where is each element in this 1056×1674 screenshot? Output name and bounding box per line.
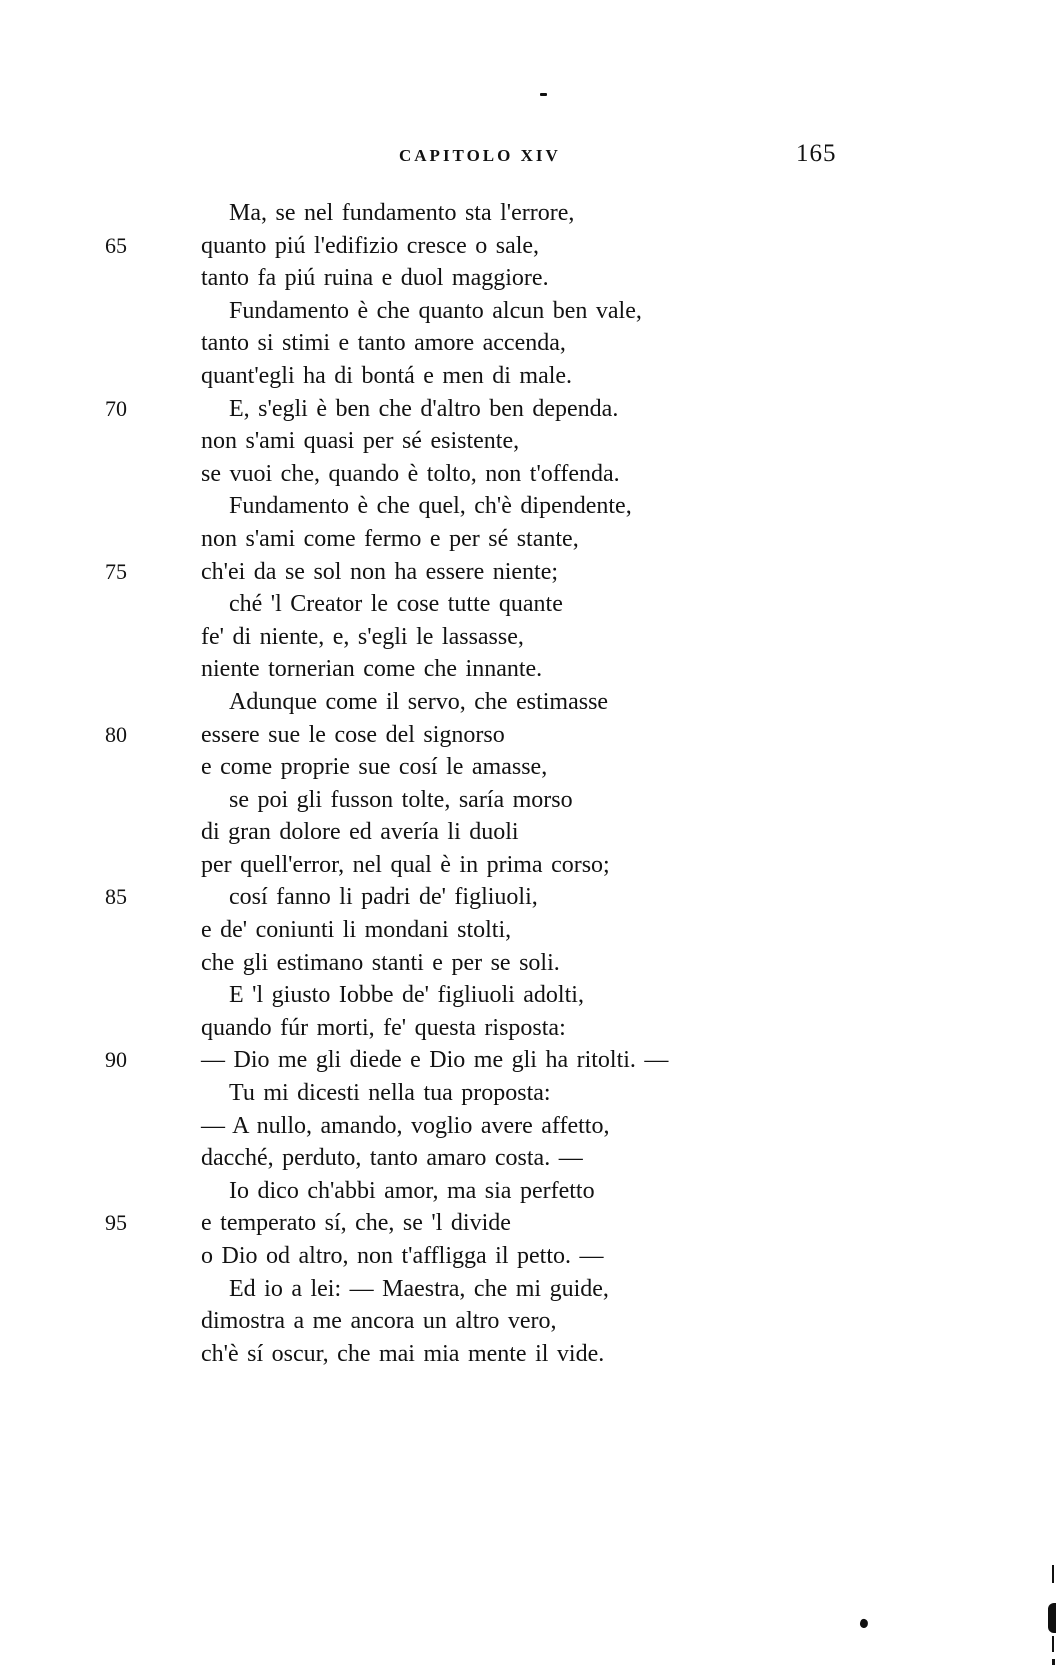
- verse-text: E, s'egli è ben che d'altro ben dependa.: [229, 395, 619, 422]
- verse-text: Fundamento è che quanto alcun ben vale,: [229, 297, 642, 324]
- verse-line: [0, 1110, 1056, 1143]
- verse-text: che gli estimano stanti e per se soli.: [201, 949, 560, 976]
- verse-text: tanto fa piú ruina e duol maggiore.: [201, 265, 549, 292]
- verse-text: — A nullo, amando, voglio avere affetto,: [201, 1112, 610, 1139]
- verse-line: [0, 947, 1056, 980]
- verse-line: [0, 1207, 1056, 1240]
- verse-text: non s'ami come fermo e per sé stante,: [201, 525, 579, 552]
- verse-line: [0, 425, 1056, 458]
- verse-line: [0, 1044, 1056, 1077]
- verse-text: per quell'error, nel qual è in prima corso;: [201, 851, 610, 878]
- verse-line: [0, 295, 1056, 328]
- line-number: 95: [105, 1210, 127, 1236]
- poem: [0, 197, 1056, 1370]
- page-number: 165: [796, 140, 837, 167]
- verse-text: Ed io a lei: — Maestra, che mi guide,: [229, 1275, 609, 1302]
- verse-line: [0, 490, 1056, 523]
- binding-mark-line-b: [1052, 1636, 1054, 1652]
- line-number: 85: [105, 884, 127, 910]
- verse-line: [0, 719, 1056, 752]
- running-title: CAPITOLO XIV: [399, 146, 561, 165]
- verse-line: [0, 197, 1056, 230]
- verse-text: di gran dolore ed avería li duoli: [201, 819, 519, 846]
- verse-text: o Dio od altro, non t'affligga il petto. —: [201, 1243, 604, 1269]
- line-number: 90: [105, 1047, 127, 1073]
- verse-text: cosí fanno li padri de' figliuoli,: [229, 884, 538, 911]
- verse-line: [0, 1077, 1056, 1110]
- verse-text: quanto piú l'edifizio cresce o sale,: [201, 232, 540, 259]
- verse-text: Fundamento è che quel, ch'è dipendente,: [229, 493, 632, 520]
- verse-line: [0, 1338, 1056, 1371]
- verse-text: se vuoi che, quando è tolto, non t'offenda.: [201, 460, 620, 487]
- verse-text: ch'ei da se sol non ha essere niente;: [201, 558, 559, 585]
- verse-text: Ma, se nel fundamento sta l'errore,: [229, 200, 575, 226]
- verse-line: [0, 751, 1056, 784]
- verse-line: [0, 556, 1056, 589]
- verse-text: Tu mi dicesti nella tua proposta:: [229, 1080, 551, 1107]
- verse-text: niente tornerian come che innante.: [201, 656, 543, 683]
- verse-text: fe' di niente, e, s'egli le lassasse,: [201, 623, 524, 650]
- verse-text: Io dico ch'abbi amor, ma sia perfetto: [229, 1177, 595, 1204]
- verse-line: [0, 1305, 1056, 1338]
- scan-speck-bottom: [859, 1618, 869, 1629]
- verse-line: [0, 881, 1056, 914]
- line-number: 65: [105, 232, 127, 258]
- scan-speck-top: [540, 93, 547, 96]
- verse-text: E 'l giusto Iobbe de' figliuoli adolti,: [229, 982, 584, 1009]
- verse-line: [0, 360, 1056, 393]
- verse-line: [0, 1012, 1056, 1045]
- verse-text: non s'ami quasi per sé esistente,: [201, 428, 520, 455]
- verse-line: [0, 914, 1056, 947]
- verse-line: [0, 784, 1056, 817]
- verse-text: dimostra a me ancora un altro vero,: [201, 1308, 557, 1335]
- verse-text: dacché, perduto, tanto amaro costa. —: [201, 1145, 583, 1172]
- binding-mark-dot: [1052, 1659, 1055, 1665]
- verse-text: e de' coniunti li mondani stolti,: [201, 917, 512, 944]
- verse-line: [0, 653, 1056, 686]
- verse-text: quant'egli ha di bontá e men di male.: [201, 362, 573, 389]
- verse-text: quando fúr morti, fe' questa risposta:: [201, 1014, 566, 1041]
- verse-line: [0, 1240, 1056, 1273]
- verse-line: [0, 393, 1056, 426]
- verse-text: Adunque come il servo, che estimasse: [229, 688, 609, 715]
- binding-mark-blob: [1048, 1603, 1056, 1633]
- verse-line: [0, 849, 1056, 882]
- verse-line: [0, 621, 1056, 654]
- verse-line: [0, 979, 1056, 1012]
- line-number: 75: [105, 558, 127, 584]
- verse-text: ch'è sí oscur, che mai mia mente il vide.: [201, 1340, 605, 1367]
- verse-line: [0, 458, 1056, 491]
- verse-line: [0, 588, 1056, 621]
- binding-mark-line-a: [1052, 1565, 1054, 1583]
- line-number: 70: [105, 395, 127, 421]
- verse-text: e temperato sí, che, se 'l divide: [201, 1210, 511, 1237]
- verse-text: ché 'l Creator le cose tutte quante: [229, 591, 563, 618]
- verse-line: [0, 1175, 1056, 1208]
- verse-line: [0, 686, 1056, 719]
- verse-text: tanto si stimi e tanto amore accenda,: [201, 330, 566, 357]
- verse-text: — Dio me gli diede e Dio me gli ha ritolti. —: [201, 1047, 669, 1074]
- verse-line: [0, 1273, 1056, 1306]
- line-number: 80: [105, 721, 127, 747]
- verse-line: [0, 230, 1056, 263]
- verse-line: [0, 327, 1056, 360]
- verse-text: e come proprie sue cosí le amasse,: [201, 754, 548, 781]
- verse-line: [0, 1142, 1056, 1175]
- verse-text: se poi gli fusson tolte, saría morso: [229, 786, 573, 813]
- verse-text: essere sue le cose del signorso: [201, 721, 505, 748]
- verse-line: [0, 816, 1056, 849]
- verse-line: [0, 523, 1056, 556]
- verse-line: [0, 262, 1056, 295]
